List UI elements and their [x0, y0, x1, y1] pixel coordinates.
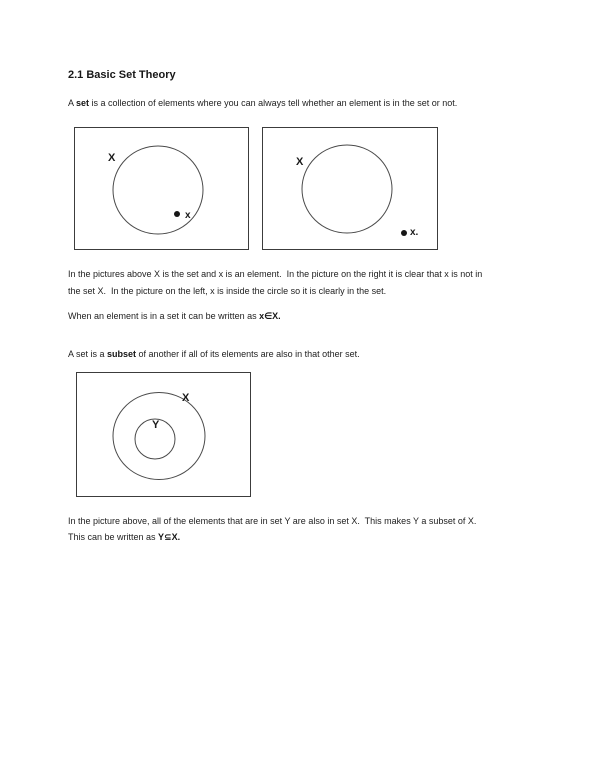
text-run: This can be written as	[68, 532, 159, 542]
text-line: the set X. In the picture on the left, x is inside the circle so it is clearly in the set.	[68, 285, 387, 296]
text-run: of another if all of its elements are also in that other set.	[136, 349, 360, 359]
text-run: is a collection of elements where you can always tell whether an element is in the set or not.	[89, 98, 458, 108]
outer-set-x-label: X	[182, 392, 190, 404]
paragraph-set-definition	[68, 95, 538, 112]
text-line: In the pictures above X is the set and x is an element. In the picture on the right it is clear that x is not in	[68, 269, 483, 279]
venn-right-svg	[263, 128, 436, 248]
inner-set-y-label: Y	[152, 419, 160, 431]
text-line: In the picture above, all of the elements that are in set Y are also in set X. This makes Y a subset of X.	[68, 516, 477, 526]
set-circle	[302, 145, 392, 233]
venn-left-svg	[75, 128, 247, 248]
paragraph-subset-explanation	[68, 513, 543, 545]
element-dot	[174, 211, 180, 217]
venn-diagram-element-inside-set	[74, 127, 249, 250]
venn-diagram-element-outside-set	[262, 127, 438, 250]
paragraph-element-notation	[68, 308, 538, 325]
paragraph-pictures-explanation	[68, 266, 543, 299]
text-run-bold-subset-notation: Y⊆X.	[158, 532, 181, 542]
text-run: A	[68, 98, 77, 108]
venn-diagram-subset	[76, 372, 251, 497]
text-run: When an element is in a set it can be written as	[68, 311, 260, 321]
element-x-label: x	[185, 210, 191, 221]
venn-subset-svg	[77, 373, 249, 495]
set-x-label: X	[108, 152, 116, 164]
set-x-label: X	[296, 156, 304, 168]
element-dot	[401, 230, 407, 236]
text-run-bold-subset: subset	[107, 349, 137, 359]
text-run: A set is a	[68, 349, 108, 359]
paragraph-subset-definition	[68, 346, 538, 363]
text-run-bold-membership: x∈X.	[259, 311, 281, 321]
element-x-label: x.	[410, 227, 419, 238]
section-heading: 2.1 Basic Set Theory	[68, 69, 176, 81]
text-run-bold-set: set	[76, 98, 90, 108]
outer-set-circle	[113, 393, 205, 480]
